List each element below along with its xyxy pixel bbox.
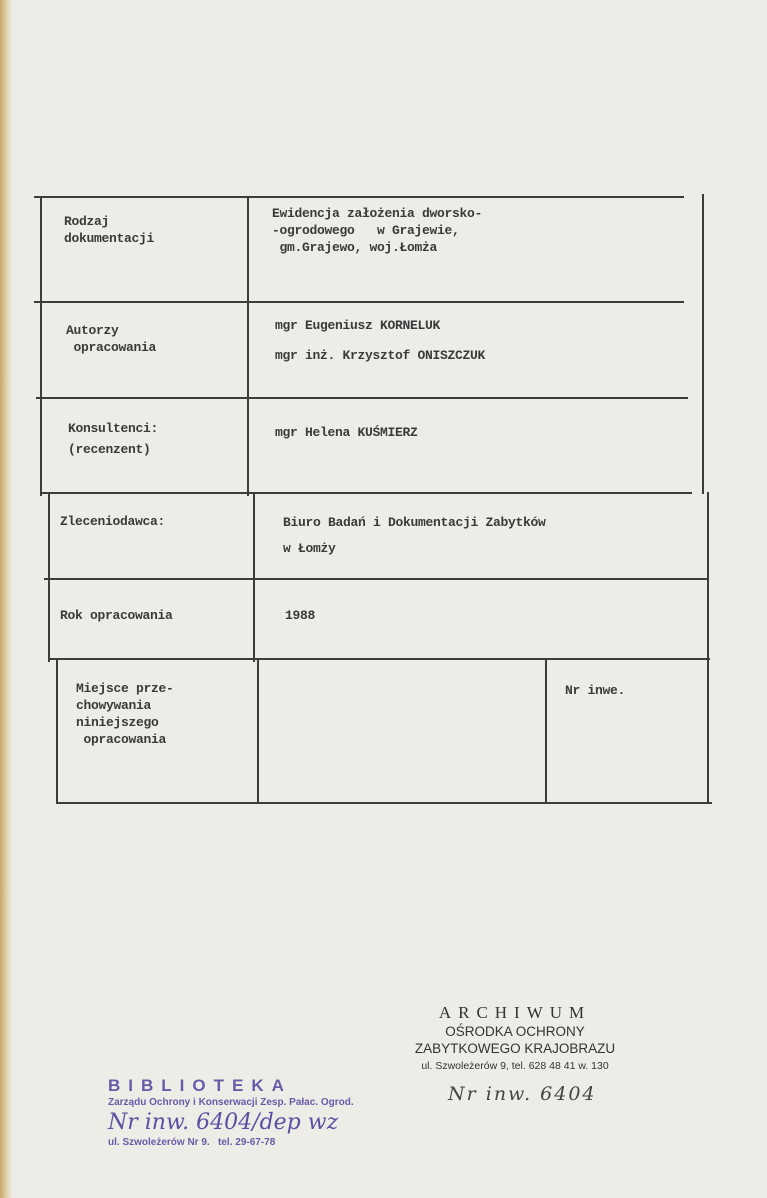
divider	[44, 578, 708, 580]
label-document-type: Rodzaj dokumentacji	[64, 214, 155, 246]
label-consultants: Konsultenci: (recenzent)	[68, 421, 159, 457]
divider	[36, 397, 688, 399]
label-authors: Autorzy opracowania	[66, 323, 157, 355]
divider	[707, 492, 709, 804]
archive-line2: OŚRODKA OCHRONY	[445, 1024, 585, 1039]
value-authors: mgr Eugeniusz KORNELUK mgr inż. Krzysztof ONISZCZUK	[275, 318, 486, 363]
divider	[545, 658, 547, 804]
value-document-type: Ewidencja założenia dworsko- -ogrodowego w Grajewie, gm.Grajewo, woj.Łomża	[272, 206, 483, 255]
archive-stamp	[400, 1003, 630, 1073]
label-inventory-number: Nr inwe.	[565, 683, 626, 698]
divider	[702, 194, 704, 494]
label-storage-location: Miejsce prze- chowywania niniejszego opracowania	[76, 681, 174, 747]
archive-address: ul. Szwoleżerów 9, tel. 628 48 41 w. 130	[421, 1060, 609, 1072]
library-handwritten: Nr inw. 6404/dep wz	[108, 1110, 339, 1135]
value-year: 1988	[285, 608, 316, 623]
value-commissioner: Biuro Badań i Dokumentacji Zabytków w Łomży	[283, 515, 546, 556]
library-line2: Zarządu Ochrony i Konserwacji Zesp. Pałac. Ogrod.	[108, 1097, 354, 1108]
divider	[253, 492, 255, 662]
handwritten-inventory-number: Nr inw. 6404	[448, 1083, 597, 1105]
label-commissioner: Zleceniodawca:	[60, 514, 166, 529]
archive-line3: ZABYTKOWEGO KRAJOBRAZU	[414, 1041, 616, 1056]
divider	[58, 802, 712, 804]
divider	[40, 196, 42, 496]
divider	[34, 301, 684, 303]
divider	[257, 658, 259, 804]
library-stamp	[108, 1076, 354, 1149]
label-year: Rok opracowania	[60, 608, 173, 623]
divider	[50, 658, 710, 660]
page-edge	[0, 0, 12, 1198]
library-address: ul. Szwoleżerów Nr 9. tel. 29-67-78	[108, 1137, 276, 1148]
divider	[34, 196, 684, 198]
divider	[247, 196, 249, 496]
divider	[40, 492, 692, 494]
value-consultants: mgr Helena KUŚMIERZ	[275, 425, 418, 440]
divider	[48, 492, 50, 662]
archive-title: ARCHIWUM	[438, 1003, 592, 1022]
divider	[56, 658, 58, 804]
library-title: BIBLIOTEKA	[108, 1076, 292, 1095]
